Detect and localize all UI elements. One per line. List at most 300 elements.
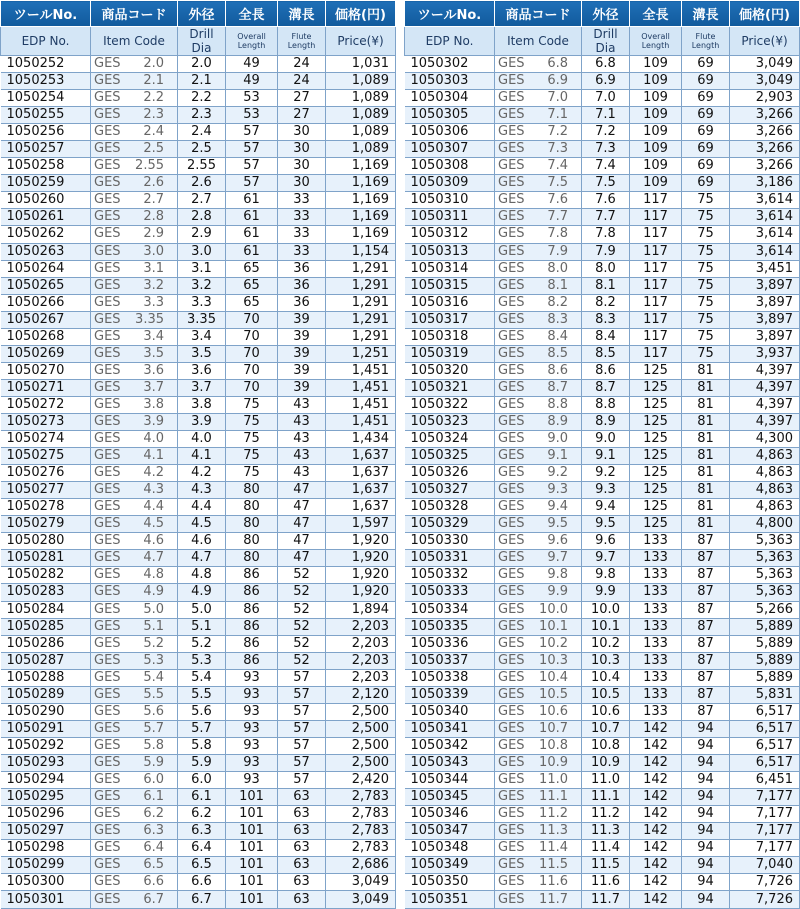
flute-length-cell: 94	[682, 737, 730, 754]
edp-no-cell: 1050318	[405, 328, 495, 345]
price-cell: 3,266	[730, 107, 800, 124]
drill-dia-cell: 6.7	[178, 891, 226, 909]
table-row	[1, 328, 396, 345]
item-code-size: 9.8	[547, 567, 568, 583]
overall-length-cell: 101	[226, 789, 278, 806]
item-code-cell	[495, 107, 582, 124]
edp-no-cell: 1050261	[1, 209, 91, 226]
overall-length-cell: 101	[226, 874, 278, 891]
item-code-cell	[495, 771, 582, 788]
flute-length-cell: 69	[682, 141, 730, 158]
item-code-size: 6.9	[547, 73, 568, 89]
flute-length-cell: 39	[278, 362, 326, 379]
table-row	[1, 345, 396, 362]
flute-length-cell: 57	[278, 703, 326, 720]
price-cell: 3,266	[730, 158, 800, 175]
flute-length-cell: 24	[278, 73, 326, 90]
drill-dia-cell: 4.6	[178, 533, 226, 550]
overall-length-cell: 142	[630, 720, 682, 737]
price-cell: 1,089	[326, 90, 396, 107]
overall-length-cell: 125	[630, 431, 682, 448]
item-code-prefix: GES	[94, 789, 121, 805]
edp-no-cell: 1050345	[405, 789, 495, 806]
item-code-size: 11.7	[539, 891, 568, 907]
table-row	[405, 891, 800, 909]
item-code-size: 2.6	[143, 175, 164, 191]
item-code-cell	[91, 431, 178, 448]
edp-no-cell: 1050302	[405, 56, 495, 73]
overall-length-cell: 80	[226, 516, 278, 533]
price-cell: 5,363	[730, 550, 800, 567]
flute-length-cell: 81	[682, 379, 730, 396]
price-cell: 5,889	[730, 652, 800, 669]
table-row	[1, 209, 396, 226]
flute-length-cell: 33	[278, 192, 326, 209]
item-code-size: 2.8	[143, 209, 164, 225]
price-cell: 6,517	[730, 720, 800, 737]
edp-no-cell: 1050254	[1, 90, 91, 107]
edp-no-cell: 1050347	[405, 823, 495, 840]
overall-length-cell: 142	[630, 840, 682, 857]
edp-no-cell: 1050304	[405, 90, 495, 107]
edp-no-cell: 1050281	[1, 550, 91, 567]
item-code-size: 11.0	[539, 771, 568, 787]
price-cell: 1,451	[326, 413, 396, 430]
price-cell: 1,291	[326, 294, 396, 311]
drill-dia-cell: 5.8	[178, 737, 226, 754]
edp-no-cell: 1050334	[405, 601, 495, 618]
item-code-prefix: GES	[498, 669, 525, 685]
table-row	[1, 175, 396, 192]
price-cell: 2,203	[326, 669, 396, 686]
drill-dia-cell: 9.2	[582, 465, 630, 482]
flute-length-cell: 81	[682, 482, 730, 499]
flute-length-cell: 63	[278, 840, 326, 857]
edp-no-cell: 1050271	[1, 379, 91, 396]
item-code-size: 2.3	[143, 107, 164, 123]
table-row	[405, 601, 800, 618]
header-product-code: 商品コード	[495, 1, 582, 27]
item-code-size: 3.5	[143, 345, 164, 361]
edp-no-cell: 1050344	[405, 771, 495, 788]
price-cell: 1,291	[326, 328, 396, 345]
edp-no-cell: 1050275	[1, 448, 91, 465]
drill-dia-cell: 4.9	[178, 584, 226, 601]
item-code-cell	[495, 584, 582, 601]
item-code-size: 10.2	[539, 635, 568, 651]
item-code-size: 7.6	[547, 192, 568, 208]
table-row	[1, 260, 396, 277]
item-code-prefix: GES	[94, 601, 121, 617]
item-code-cell	[91, 482, 178, 499]
table-row	[1, 379, 396, 396]
drill-dia-cell: 9.7	[582, 550, 630, 567]
table-row	[1, 124, 396, 141]
item-code-size: 10.5	[539, 686, 568, 702]
flute-length-cell: 94	[682, 874, 730, 891]
item-code-cell	[91, 396, 178, 413]
flute-length-cell: 47	[278, 499, 326, 516]
price-cell: 6,517	[730, 703, 800, 720]
item-code-prefix: GES	[94, 175, 121, 191]
price-cell: 3,937	[730, 345, 800, 362]
drill-dia-cell: 3.9	[178, 413, 226, 430]
item-code-size: 5.8	[143, 737, 164, 753]
table-row	[405, 499, 800, 516]
drill-dia-cell: 5.5	[178, 686, 226, 703]
drill-dia-cell: 9.8	[582, 567, 630, 584]
edp-no-cell: 1050297	[1, 823, 91, 840]
header-tool-no: ツールNo.	[405, 1, 495, 27]
item-code-size: 7.2	[547, 124, 568, 140]
item-code-cell	[495, 311, 582, 328]
table-row	[405, 243, 800, 260]
price-cell: 1,920	[326, 567, 396, 584]
item-code-size: 6.6	[143, 874, 164, 890]
drill-dia-cell: 5.6	[178, 703, 226, 720]
edp-no-cell: 1050319	[405, 345, 495, 362]
edp-no-cell: 1050287	[1, 652, 91, 669]
flute-length-cell: 52	[278, 635, 326, 652]
item-code-size: 4.9	[143, 584, 164, 600]
price-cell: 2,500	[326, 720, 396, 737]
edp-no-cell: 1050315	[405, 277, 495, 294]
flute-length-cell: 57	[278, 686, 326, 703]
drill-dia-cell: 6.6	[178, 874, 226, 891]
header-price-yen: 価格(円)	[326, 1, 396, 27]
header-flute-length: Flute Length	[682, 27, 730, 56]
price-cell: 6,517	[730, 754, 800, 771]
item-code-prefix: GES	[498, 789, 525, 805]
item-code-size: 9.7	[547, 550, 568, 566]
flute-length-cell: 75	[682, 311, 730, 328]
edp-no-cell: 1050335	[405, 618, 495, 635]
item-code-size: 3.0	[143, 243, 164, 259]
table-row	[405, 260, 800, 277]
drill-dia-cell: 8.8	[582, 396, 630, 413]
item-code-prefix: GES	[94, 891, 121, 907]
table-row	[1, 311, 396, 328]
item-code-cell	[91, 550, 178, 567]
item-code-prefix: GES	[498, 516, 525, 532]
overall-length-cell: 117	[630, 192, 682, 209]
flute-length-cell: 43	[278, 396, 326, 413]
flute-length-cell: 87	[682, 567, 730, 584]
item-code-prefix: GES	[498, 141, 525, 157]
drill-dia-cell: 5.0	[178, 601, 226, 618]
drill-dia-cell: 8.0	[582, 260, 630, 277]
flute-length-cell: 94	[682, 754, 730, 771]
item-code-size: 6.5	[143, 857, 164, 873]
item-code-prefix: GES	[498, 686, 525, 702]
item-code-prefix: GES	[498, 448, 525, 464]
item-code-prefix: GES	[94, 448, 121, 464]
overall-length-cell: 70	[226, 328, 278, 345]
item-code-prefix: GES	[498, 806, 525, 822]
item-code-prefix: GES	[498, 260, 525, 276]
edp-no-cell: 1050320	[405, 362, 495, 379]
item-code-size: 10.3	[539, 652, 568, 668]
table-row	[405, 567, 800, 584]
item-code-prefix: GES	[94, 294, 121, 310]
flute-length-cell: 33	[278, 209, 326, 226]
edp-no-cell: 1050332	[405, 567, 495, 584]
item-code-cell	[91, 669, 178, 686]
edp-no-cell: 1050286	[1, 635, 91, 652]
overall-length-cell: 75	[226, 396, 278, 413]
item-code-cell	[91, 618, 178, 635]
item-code-prefix: GES	[94, 652, 121, 668]
item-code-cell	[495, 737, 582, 754]
price-cell: 1,169	[326, 175, 396, 192]
table-row	[405, 823, 800, 840]
header-groove-length: 溝長	[278, 1, 326, 27]
flute-length-cell: 94	[682, 891, 730, 909]
item-code-size: 3.35	[135, 311, 164, 327]
price-cell: 4,800	[730, 516, 800, 533]
price-cell: 3,614	[730, 243, 800, 260]
item-code-prefix: GES	[94, 260, 121, 276]
table-row	[1, 448, 396, 465]
edp-no-cell: 1050312	[405, 226, 495, 243]
item-code-size: 7.7	[547, 209, 568, 225]
flute-length-cell: 75	[682, 328, 730, 345]
flute-length-cell: 43	[278, 431, 326, 448]
edp-no-cell: 1050288	[1, 669, 91, 686]
flute-length-cell: 69	[682, 107, 730, 124]
overall-length-cell: 86	[226, 584, 278, 601]
price-cell: 2,783	[326, 806, 396, 823]
table-row	[405, 56, 800, 73]
item-code-cell	[495, 499, 582, 516]
drill-dia-cell: 5.1	[178, 618, 226, 635]
item-code-cell	[495, 175, 582, 192]
item-code-size: 9.3	[547, 482, 568, 498]
item-code-cell	[495, 260, 582, 277]
drill-dia-cell: 8.1	[582, 277, 630, 294]
flute-length-cell: 57	[278, 737, 326, 754]
edp-no-cell: 1050327	[405, 482, 495, 499]
edp-no-cell: 1050300	[1, 874, 91, 891]
flute-length-cell: 81	[682, 448, 730, 465]
item-code-size: 9.4	[547, 499, 568, 515]
table-row	[405, 465, 800, 482]
edp-no-cell: 1050339	[405, 686, 495, 703]
item-code-size: 3.6	[143, 362, 164, 378]
item-code-cell	[91, 754, 178, 771]
flute-length-cell: 43	[278, 413, 326, 430]
table-row	[405, 516, 800, 533]
price-cell: 4,863	[730, 465, 800, 482]
item-code-prefix: GES	[498, 73, 525, 89]
flute-length-cell: 75	[682, 277, 730, 294]
item-code-size: 11.5	[539, 857, 568, 873]
item-code-prefix: GES	[498, 107, 525, 123]
overall-length-cell: 133	[630, 635, 682, 652]
item-code-prefix: GES	[498, 90, 525, 106]
drill-dia-cell: 2.8	[178, 209, 226, 226]
table-row	[1, 686, 396, 703]
edp-no-cell: 1050331	[405, 550, 495, 567]
item-code-prefix: GES	[498, 584, 525, 600]
price-cell: 1,251	[326, 345, 396, 362]
drill-dia-cell: 3.1	[178, 260, 226, 277]
edp-no-cell: 1050256	[1, 124, 91, 141]
drill-dia-cell: 2.1	[178, 73, 226, 90]
drill-dia-cell: 9.0	[582, 431, 630, 448]
item-code-cell	[495, 345, 582, 362]
table-row	[1, 754, 396, 771]
overall-length-cell: 142	[630, 754, 682, 771]
overall-length-cell: 109	[630, 158, 682, 175]
price-cell: 1,920	[326, 550, 396, 567]
overall-length-cell: 57	[226, 175, 278, 192]
price-cell: 5,266	[730, 601, 800, 618]
item-code-size: 2.2	[143, 90, 164, 106]
item-code-prefix: GES	[94, 158, 121, 174]
drill-dia-cell: 3.5	[178, 345, 226, 362]
edp-no-cell: 1050263	[1, 243, 91, 260]
flute-length-cell: 30	[278, 175, 326, 192]
price-table-right	[404, 0, 800, 909]
flute-length-cell: 39	[278, 379, 326, 396]
item-code-prefix: GES	[498, 874, 525, 890]
table-row	[405, 413, 800, 430]
item-code-prefix: GES	[498, 703, 525, 719]
item-code-cell	[495, 56, 582, 73]
header-price: Price(¥)	[730, 27, 800, 56]
price-cell: 1,089	[326, 107, 396, 124]
overall-length-cell: 86	[226, 652, 278, 669]
item-code-prefix: GES	[498, 550, 525, 566]
price-cell: 2,686	[326, 857, 396, 874]
edp-no-cell: 1050289	[1, 686, 91, 703]
table-row	[405, 175, 800, 192]
edp-no-cell: 1050268	[1, 328, 91, 345]
table-row	[405, 345, 800, 362]
item-code-cell	[91, 567, 178, 584]
item-code-prefix: GES	[94, 396, 121, 412]
drill-dia-cell: 6.2	[178, 806, 226, 823]
item-code-size: 3.8	[143, 396, 164, 412]
drill-dia-cell: 10.2	[582, 635, 630, 652]
price-cell: 1,089	[326, 141, 396, 158]
flute-length-cell: 94	[682, 823, 730, 840]
item-code-size: 8.5	[547, 345, 568, 361]
edp-no-cell: 1050274	[1, 431, 91, 448]
edp-no-cell: 1050306	[405, 124, 495, 141]
item-code-prefix: GES	[94, 703, 121, 719]
table-row	[405, 448, 800, 465]
drill-dia-cell: 7.9	[582, 243, 630, 260]
overall-length-cell: 61	[226, 192, 278, 209]
item-code-size: 6.1	[143, 789, 164, 805]
item-code-size: 4.8	[143, 567, 164, 583]
drill-dia-cell: 10.4	[582, 669, 630, 686]
item-code-cell	[495, 141, 582, 158]
flute-length-cell: 81	[682, 396, 730, 413]
item-code-cell	[91, 73, 178, 90]
flute-length-cell: 36	[278, 294, 326, 311]
overall-length-cell: 93	[226, 754, 278, 771]
price-cell: 6,517	[730, 737, 800, 754]
item-code-size: 8.1	[547, 277, 568, 293]
table-row	[405, 754, 800, 771]
item-code-prefix: GES	[498, 175, 525, 191]
item-code-cell	[91, 823, 178, 840]
drill-dia-cell: 9.3	[582, 482, 630, 499]
header-price-yen: 価格(円)	[730, 1, 800, 27]
item-code-prefix: GES	[498, 192, 525, 208]
item-code-prefix: GES	[498, 414, 525, 429]
overall-length-cell: 57	[226, 158, 278, 175]
price-cell: 5,889	[730, 618, 800, 635]
table-row	[405, 431, 800, 448]
item-code-size: 9.1	[547, 448, 568, 464]
drill-dia-cell: 4.8	[178, 567, 226, 584]
table-row	[405, 396, 800, 413]
item-code-prefix: GES	[94, 465, 121, 481]
flute-length-cell: 94	[682, 857, 730, 874]
item-code-cell	[495, 891, 582, 909]
drill-dia-cell: 2.9	[178, 226, 226, 243]
item-code-prefix: GES	[94, 243, 121, 259]
flute-length-cell: 81	[682, 516, 730, 533]
edp-no-cell: 1050314	[405, 260, 495, 277]
table-row	[1, 243, 396, 260]
item-code-size: 3.9	[143, 414, 164, 429]
flute-length-cell: 39	[278, 328, 326, 345]
price-cell: 2,783	[326, 840, 396, 857]
flute-length-cell: 87	[682, 618, 730, 635]
item-code-prefix: GES	[94, 328, 121, 344]
table-row	[1, 720, 396, 737]
item-code-prefix: GES	[94, 209, 121, 225]
item-code-size: 9.6	[547, 533, 568, 549]
table-row	[405, 226, 800, 243]
flute-length-cell: 87	[682, 686, 730, 703]
edp-no-cell: 1050269	[1, 345, 91, 362]
overall-length-cell: 65	[226, 260, 278, 277]
flute-length-cell: 30	[278, 124, 326, 141]
overall-length-cell: 109	[630, 124, 682, 141]
drill-dia-cell: 10.6	[582, 703, 630, 720]
flute-length-cell: 63	[278, 857, 326, 874]
price-cell: 4,397	[730, 379, 800, 396]
overall-length-cell: 86	[226, 635, 278, 652]
drill-dia-cell: 3.4	[178, 328, 226, 345]
item-code-cell	[495, 362, 582, 379]
item-code-cell	[91, 448, 178, 465]
price-cell: 2,420	[326, 771, 396, 788]
table-row	[405, 806, 800, 823]
overall-length-cell: 57	[226, 141, 278, 158]
flute-length-cell: 87	[682, 533, 730, 550]
item-code-cell	[495, 618, 582, 635]
item-code-cell	[495, 482, 582, 499]
item-code-cell	[91, 294, 178, 311]
overall-length-cell: 133	[630, 652, 682, 669]
price-cell: 5,363	[730, 567, 800, 584]
price-cell: 3,186	[730, 175, 800, 192]
header-flute-length: Flute Length	[278, 27, 326, 56]
header-drill-dia: Drill Dia	[582, 27, 630, 56]
edp-no-cell: 1050342	[405, 737, 495, 754]
header-outer-diameter: 外径	[178, 1, 226, 27]
table-row	[1, 533, 396, 550]
flute-length-cell: 75	[682, 209, 730, 226]
table-row	[1, 874, 396, 891]
